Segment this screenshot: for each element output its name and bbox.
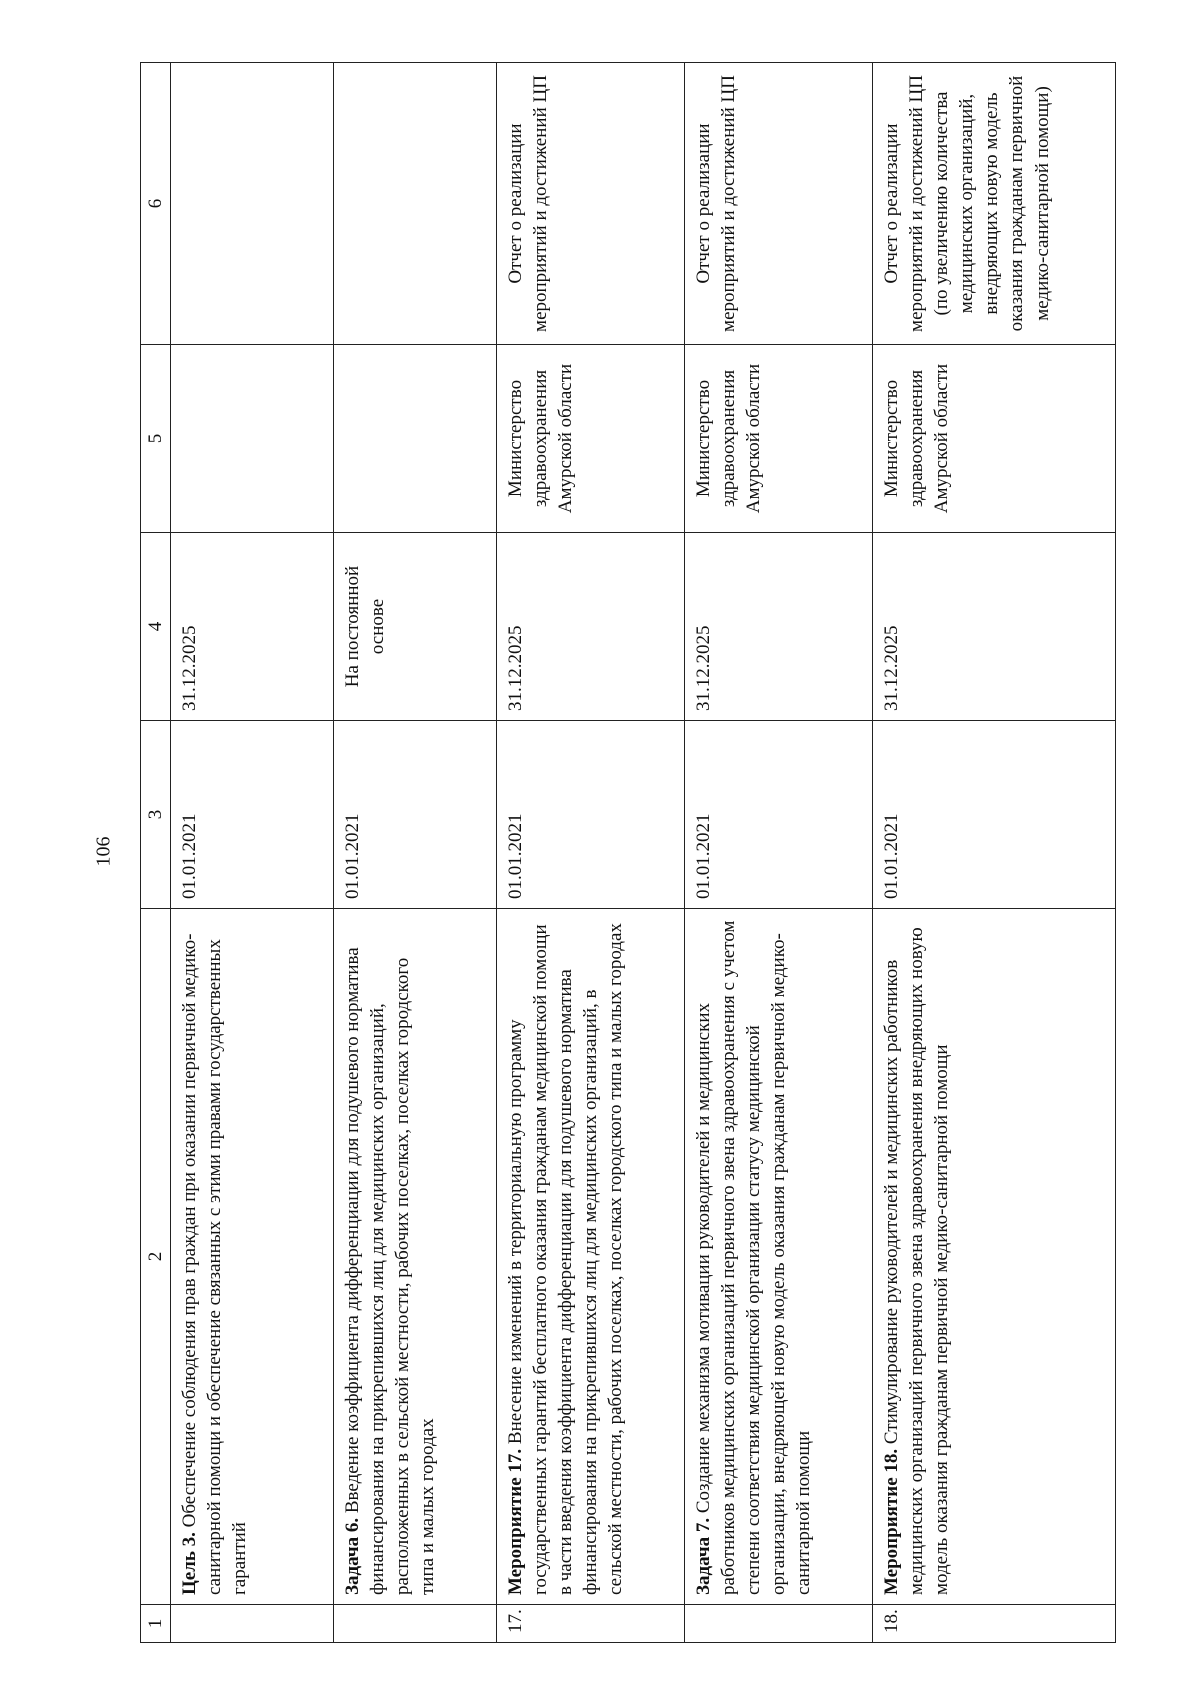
result: Отчет о реализации мероприятий и достижений ЦП (по увеличению количества медицинских организаций, внедряющих новую модель оказания гражданам первичной медико-санитарной помощи): [873, 63, 1116, 345]
header-row: [141, 63, 171, 1643]
end-date: 31.12.2025: [873, 533, 1116, 721]
row-description: [685, 909, 873, 1605]
header-cell-2: 2: [141, 909, 171, 1605]
row-label: Задача 6.: [342, 1517, 364, 1595]
row-label: Задача 7.: [693, 1517, 715, 1595]
end-date: 31.12.2025: [497, 533, 685, 721]
header-cell-5: 5: [141, 345, 171, 533]
start-date: 01.01.2021: [873, 721, 1116, 909]
start-date: 01.01.2021: [685, 721, 873, 909]
page-number: 106: [92, 836, 115, 867]
row-description: [873, 909, 1116, 1605]
row-label: Мероприятие 17.: [505, 1448, 527, 1595]
end-date: 31.12.2025: [685, 533, 873, 721]
row-label: Мероприятие 18.: [881, 1448, 903, 1595]
row-number: 17.: [497, 1605, 685, 1643]
end-date: 31.12.2025: [171, 533, 334, 721]
table-row: [171, 63, 334, 1643]
end-date: На постоянной основе: [334, 533, 497, 721]
row-text: Стимулирование руководителей и медицинских работников медицинских организаций первичного звена здравоохранения внедряющих новую модель оказания гражданам первичной медико-санитарной помощи: [881, 927, 953, 1595]
responsible: [171, 345, 334, 533]
result: [334, 63, 497, 345]
header-cell-1: 1: [141, 1605, 171, 1643]
row-description: [497, 909, 685, 1605]
rotated-table-container: [140, 63, 1060, 1643]
header-cell-6: 6: [141, 63, 171, 345]
responsible: Министерство здравоохранения Амурской области: [497, 345, 685, 533]
row-text: Создание механизма мотивации руководителей и медицинских работников медицинских организаций первичного звена здравоохранения с учетом степени соответствия медицинской организации статусу медицинской организации, внедряющей новую модель оказания гражданам первичной медико-санитарной помощи: [693, 920, 815, 1595]
table-row: [685, 63, 873, 1643]
row-text: Обеспечение соблюдения прав граждан при оказании первичной медико-санитарной помощи и обеспечение связанных с этими правами государственных гарантий: [179, 933, 251, 1595]
row-number: [334, 1605, 497, 1643]
responsible: Министерство здравоохранения Амурской области: [685, 345, 873, 533]
start-date: 01.01.2021: [171, 721, 334, 909]
row-description: [171, 909, 334, 1605]
plan-table: [140, 62, 1116, 1643]
row-number: [685, 1605, 873, 1643]
header-cell-4: 4: [141, 533, 171, 721]
table-row: [334, 63, 497, 1643]
result: Отчет о реализации мероприятий и достижений ЦП: [497, 63, 685, 345]
row-number: 18.: [873, 1605, 1116, 1643]
row-text: Введение коэффициента дифференциации для подушевого норматива финансирования на прикрепившихся лиц для медицинских организаций, расположенных в сельской местности, рабочих поселках, поселках городского типа и малых городах: [342, 947, 439, 1595]
row-label: Цель 3.: [179, 1532, 201, 1595]
start-date: 01.01.2021: [334, 721, 497, 909]
responsible: [334, 345, 497, 533]
row-text: Внесение изменений в территориальную программу государственных гарантий бесплатного оказания гражданам медицинской помощи в части введения коэффициента дифференциации для подушевого норматива финансирования на прикрепившихся лиц для медицинских организаций, в сельской местности, рабочих поселках, поселках городского типа и малых городах: [505, 923, 627, 1595]
row-number: [171, 1605, 334, 1643]
table-row: [873, 63, 1116, 1643]
start-date: 01.01.2021: [497, 721, 685, 909]
responsible: Министерство здравоохранения Амурской области: [873, 345, 1116, 533]
result: [171, 63, 334, 345]
row-description: [334, 909, 497, 1605]
result: Отчет о реализации мероприятий и достижений ЦП: [685, 63, 873, 345]
header-cell-3: 3: [141, 721, 171, 909]
table-row: [497, 63, 685, 1643]
